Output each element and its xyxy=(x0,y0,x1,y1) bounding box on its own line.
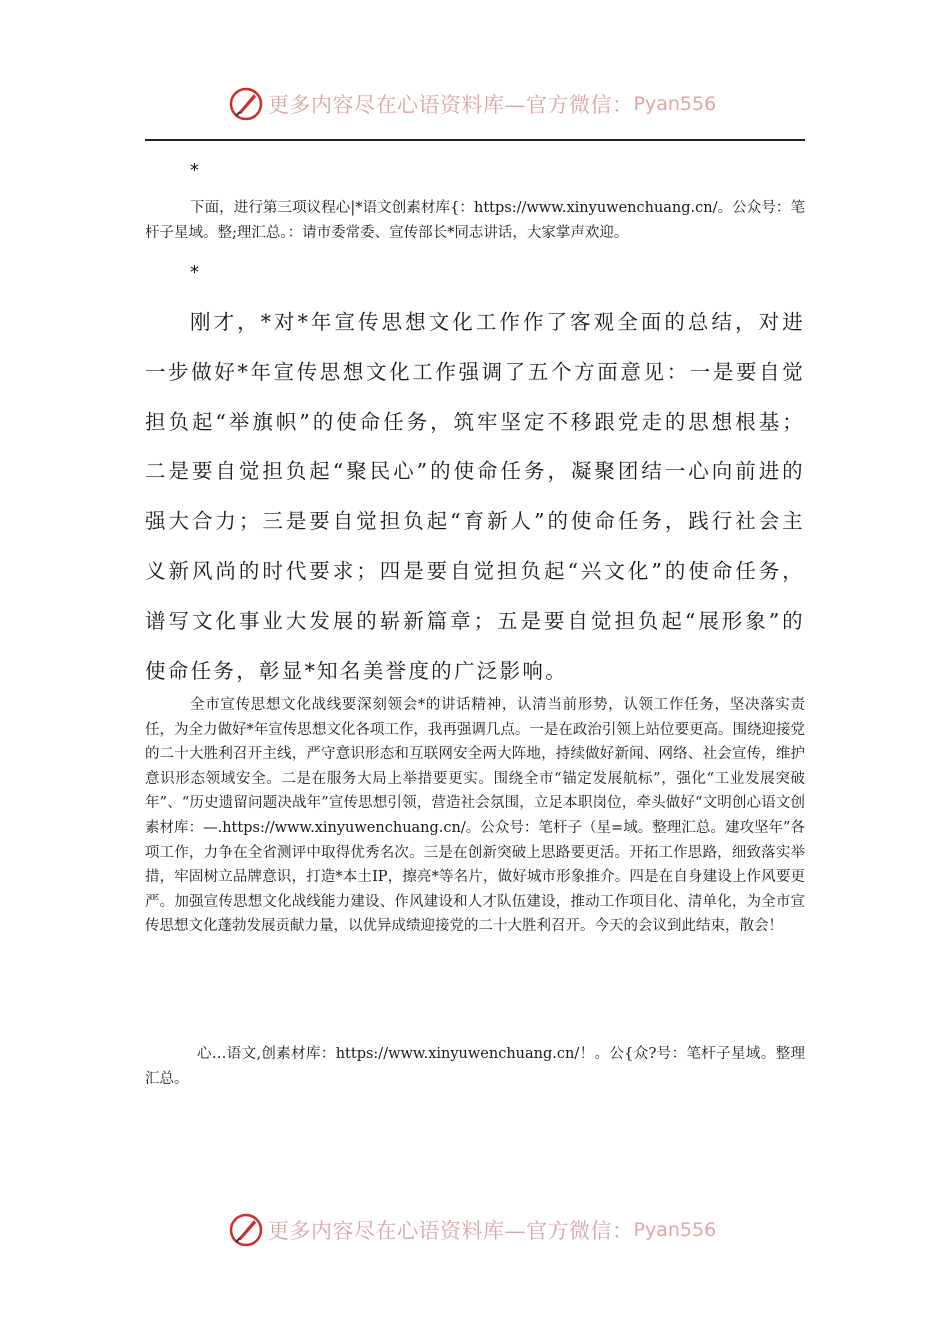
quill-logo-icon xyxy=(228,1212,264,1248)
paragraph-requirements: 全市宣传思想文化战线要深刻领会*的讲话精神，认清当前形势，认领工作任务，坚决落实责任，为全力做好*年宣传思想文化各项工作，我再强调几点。一是在政治引领上站位要更高。围绕迎接党的二十大胜利召开主线，严守意识形态和互联网安全两大阵地，持续做好新闻、网络、社会宣传，维护意识形态领域安全。二是在服务大局上举措要更实。围绕全市“锚定发展航标”，强化“工业发展突破年”、“历史遗留问题决战年”宣传思想引领，营造社会氛围，立足本职岗位，牵头做好“文明创心语文创素材库：—.https://www.xinyuwenchuang.cn/。公众号：笔杆子（星=域。整理汇总。建攻坚年”各项工作，力争在全省测评中取得优秀名次。三是在创新突破上思路要更活。开拓工作思路，细致落实举措，牢固树立品牌意识，打造*本土IP，擦亮*等名片，做好城市形象推介。四是在自身建设上作风要更严。加强宣传思想文化战线能力建设、作风建设和人才队伍建设，推动工作项目化、清单化，为全市宣传思想文化蓬勃发展贡献力量，以优异成绩迎接党的二十大胜利召开。今天的会议到此结束，散会！ xyxy=(145,697,805,935)
paragraph-agenda: 下面，进行第三项议程心|*语文创素材库{：https://www.xinyuwenchuang.cn/。公众号：笔杆子星域。整;理汇总。：请市委常委、宣传部长*同志讲话，大家掌声欢迎。 xyxy=(145,200,805,241)
section-marker: * xyxy=(190,160,199,181)
paragraph-source-note: 心…语文,创素材库：https://www.xinyuwenchuang.cn/！。公{众?号：笔杆子星域。整理汇总。 xyxy=(145,1046,805,1087)
header-banner-text: 更多内容尽在心语资料库—官方微信： xyxy=(268,93,634,117)
footer-banner-wechat-id: Pyan556 xyxy=(633,1219,717,1241)
header-watermark-banner xyxy=(228,84,716,124)
footer-watermark-banner xyxy=(228,1210,716,1250)
header-divider xyxy=(145,139,805,141)
paragraph-summary: 刚才，*对*年宣传思想文化工作作了客观全面的总结，对进一步做好*年宣传思想文化工作强调了五个方面意见：一是要自觉担负起“举旗帜”的使命任务，筑牢坚定不移跟党走的思想根基；二是要自觉担负起“聚民心”的使命任务，凝聚团结一心向前进的强大合力；三是要自觉担负起“育新人”的使命任务，践行社会主义新风尚的时代要求；四是要自觉担负起“兴文化”的使命任务，谱写文化事业大发展的崭新篇章；五是要自觉担负起“展形象”的使命任务，彰显*知名美誉度的广泛影响。 xyxy=(145,310,805,683)
header-banner-wechat-id: Pyan556 xyxy=(633,93,717,115)
section-marker: * xyxy=(190,262,199,283)
quill-logo-icon xyxy=(228,86,264,122)
footer-banner-text: 更多内容尽在心语资料库—官方微信： xyxy=(268,1219,634,1243)
